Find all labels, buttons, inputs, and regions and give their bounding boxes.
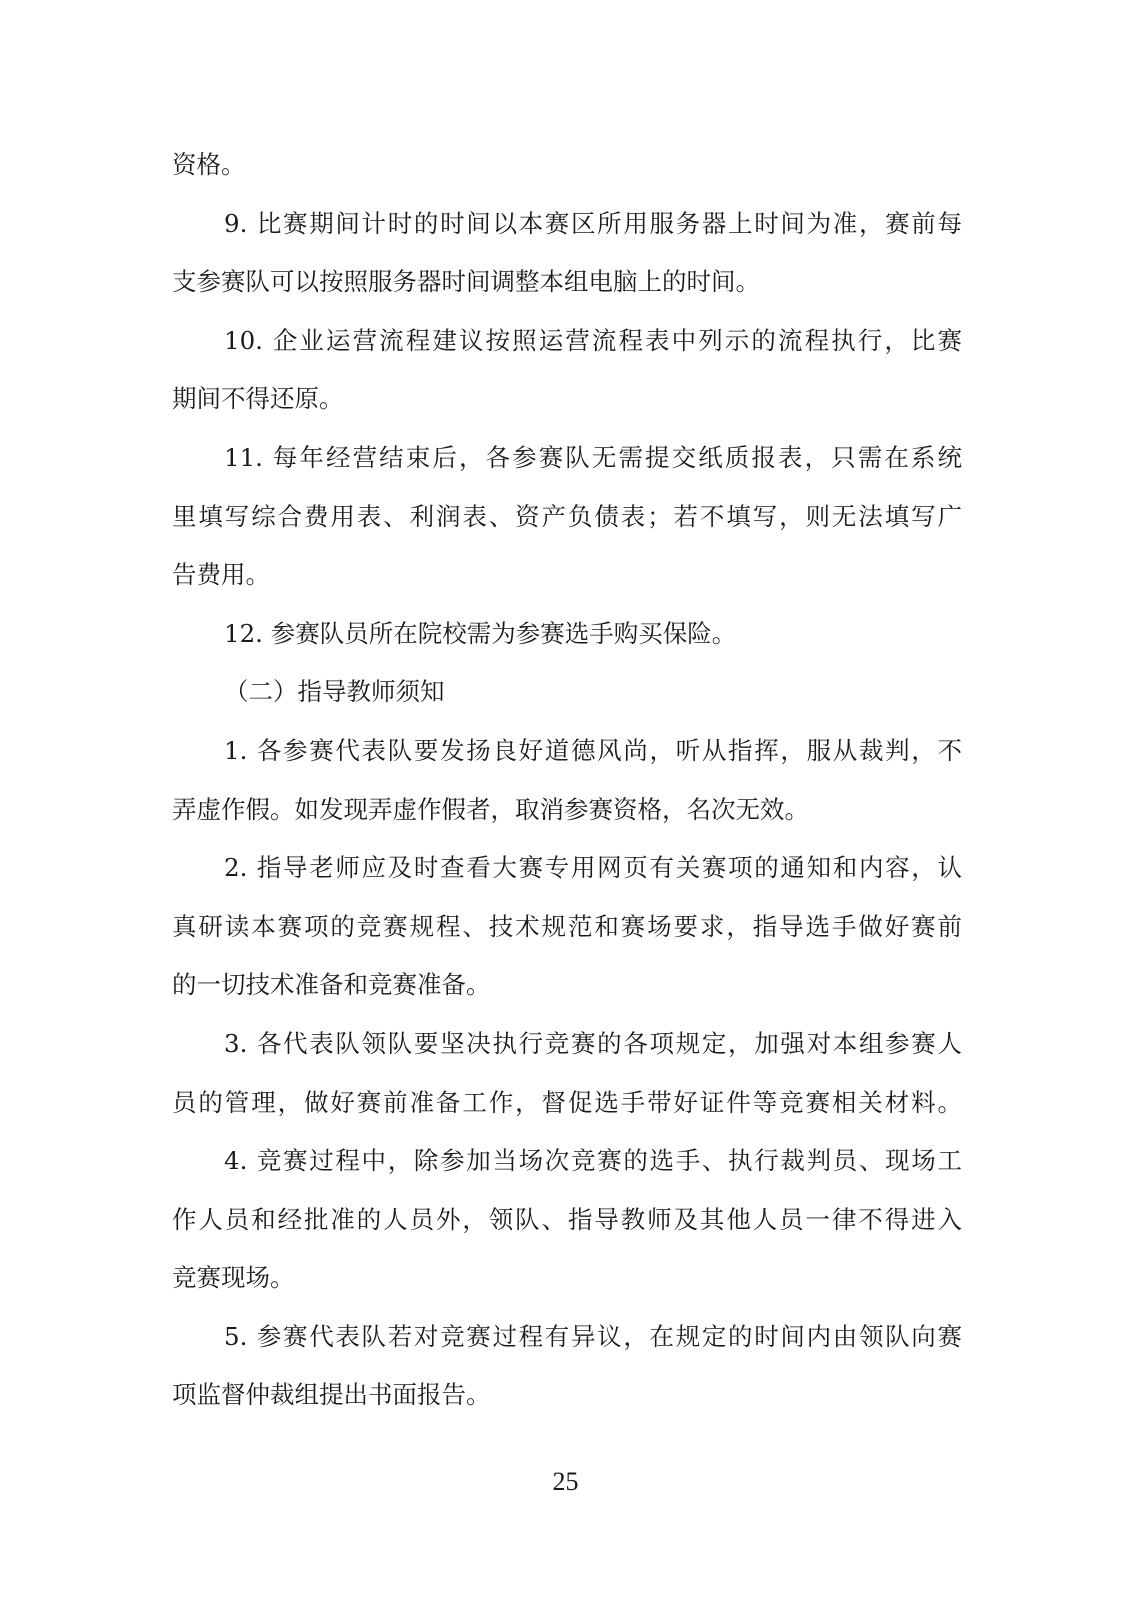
text-line: 作人员和经批准的人员外，领队、指导教师及其他人员一律不得进入 (172, 1204, 962, 1234)
text-line: 的一切技术准备和竞赛准备。 (172, 970, 491, 1000)
text-line: 期间不得还原。 (172, 384, 344, 414)
text-line: 2. 指导老师应及时查看大赛专用网页有关赛项的通知和内容，认 (224, 853, 962, 883)
text-line: 9. 比赛期间计时的时间以本赛区所用服务器上时间为准，赛前每 (224, 208, 962, 238)
page-number: 25 (552, 1467, 579, 1496)
body-text (172, 136, 962, 1425)
text-line: 告费用。 (172, 560, 270, 590)
text-line: 真研读本赛项的竞赛规程、技术规范和赛场要求，指导选手做好赛前 (172, 911, 962, 941)
text-line: 弄虚作假。如发现弄虚作假者，取消参赛资格，名次无效。 (172, 794, 809, 824)
text-line: 4. 竞赛过程中，除参加当场次竞赛的选手、执行裁判员、现场工 (224, 1146, 962, 1176)
text-line: 11. 每年经营结束后，各参赛队无需提交纸质报表，只需在系统 (224, 442, 962, 472)
text-line: 12. 参赛队员所在院校需为参赛选手购买保险。 (224, 618, 737, 648)
section-heading: （二）指导教师须知 (224, 677, 445, 707)
text-line: 1. 各参赛代表队要发扬良好道德风尚，听从指挥，服从裁判，不 (224, 735, 962, 765)
text-line: 10. 企业运营流程建议按照运营流程表中列示的流程执行，比赛 (224, 325, 962, 355)
text-line: 5. 参赛代表队若对竞赛过程有异议，在规定的时间内由领队向赛 (224, 1321, 962, 1351)
text-line: 里填写综合费用表、利润表、资产负债表；若不填写，则无法填写广 (172, 501, 962, 531)
text-line: 资格。 (172, 150, 246, 179)
text-line: 员的管理，做好赛前准备工作，督促选手带好证件等竞赛相关材料。 (172, 1087, 962, 1117)
text-line: 项监督仲裁组提出书面报告。 (172, 1380, 491, 1410)
text-line: 竞赛现场。 (172, 1263, 295, 1293)
text-line: 3. 各代表队领队要坚决执行竞赛的各项规定，加强对本组参赛人 (224, 1028, 962, 1058)
text-line: 支参赛队可以按照服务器时间调整本组电脑上的时间。 (172, 267, 760, 297)
